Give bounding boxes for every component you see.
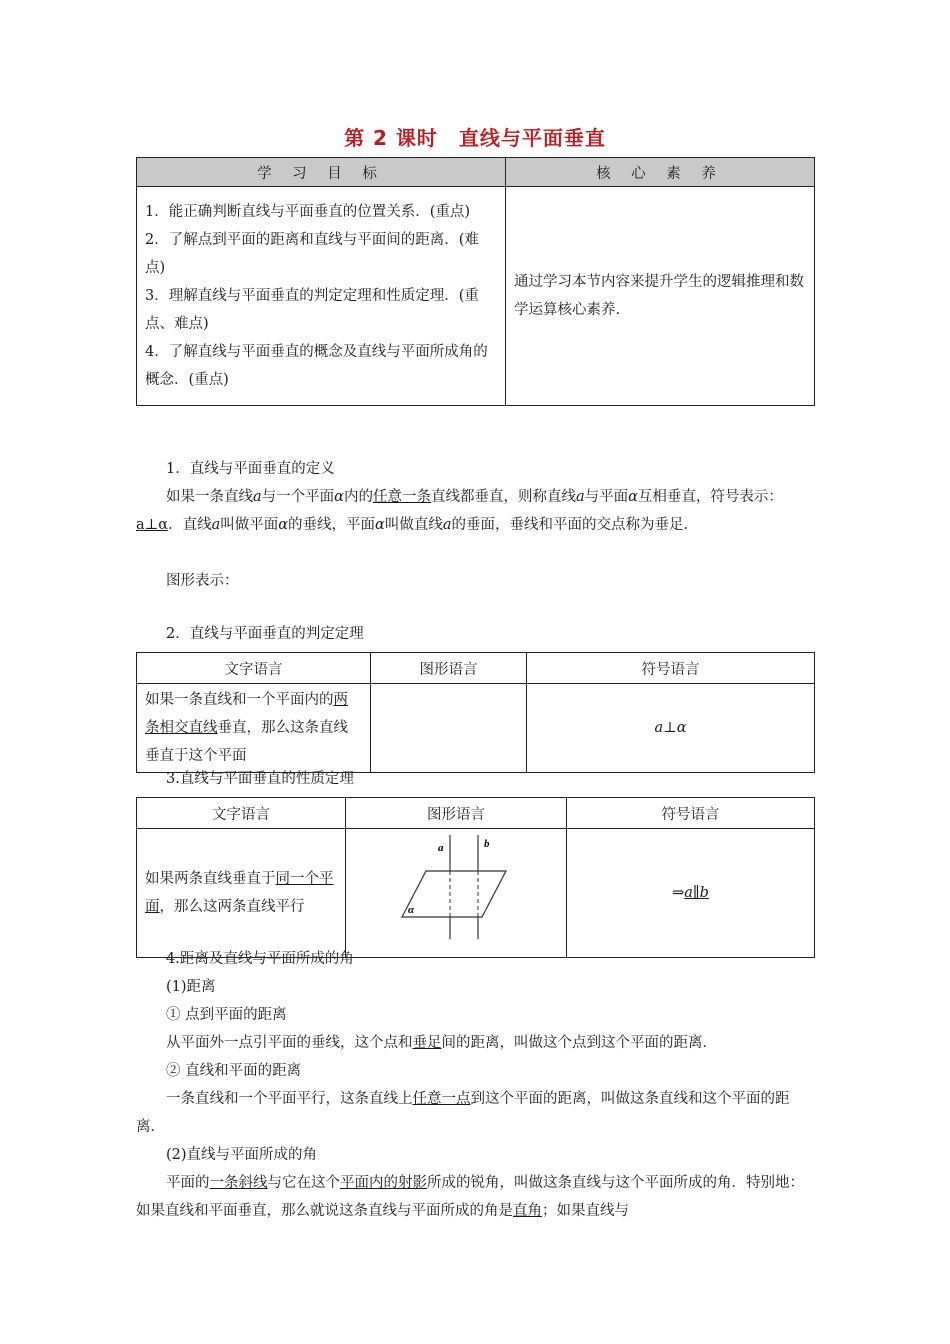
label-b: b [484, 838, 490, 850]
line-plane-distance: 一条直线和一个平面平行，这条直线上任意一点到这个平面的距离，叫做这条直线和这个平面的距离． [136, 1091, 790, 1135]
col-text: 文字语言 [137, 653, 371, 684]
section4-heading: 4.距离及直线与平面所成的角 [166, 951, 354, 967]
text-cell: 如果一条直线和一个平面内的两条相交直线垂直，那么这条直线垂直于这个平面 [137, 684, 371, 773]
label-alpha: α [408, 904, 415, 916]
goals-table [136, 157, 815, 406]
literacy-header: 核 心 素 养 [506, 158, 815, 187]
judgment-theorem-table [136, 652, 815, 773]
section3-heading: 3.直线与平面垂直的性质定理 [166, 771, 354, 787]
goals-header: 学 习 目 标 [137, 158, 506, 187]
text-cell: 如果两条直线垂直于同一个平面，那么这两条直线平行 [137, 829, 346, 958]
page-title: 第 2 课时 直线与平面垂直 [344, 126, 606, 150]
angle-definition: 平面的一条斜线与它在这个平面内的射影所成的锐角，叫做这条直线与这个平面所成的角．特别地：如果直线和平面垂直，那么就说这条直线与平面所成的角是直角；如果直线与 [136, 1175, 804, 1219]
section1-definition: 如果一条直线a与一个平面α内的任意一条直线都垂直，则称直线a与平面α互相垂直，符号表示：a⊥α．直线a叫做平面α的垂线，平面α叫做直线a的垂面，垂线和平面的交点称为垂足． [136, 489, 783, 533]
goal-item: 3．理解直线与平面垂直的判定定理和性质定理．(重点、难点) [145, 288, 479, 332]
col-figure: 图形语言 [371, 653, 527, 684]
section4-sub1: (1)距离 [166, 979, 216, 995]
label-a: a [438, 842, 444, 854]
section1-heading: 1．直线与平面垂直的定义 [166, 461, 335, 477]
figure-cell [346, 829, 567, 958]
figure-cell [371, 684, 527, 773]
parallel-lines-figure [346, 829, 566, 947]
literacy-cell: 通过学习本节内容来提升学生的逻辑推理和数学运算核心素养. [506, 187, 815, 406]
symbol-cell: ⇒a∥b [567, 829, 815, 958]
section2-heading: 2．直线与平面垂直的判定定理 [166, 626, 364, 642]
section4-sub2: (2)直线与平面所成的角 [166, 1147, 318, 1163]
symbol-cell: a⊥α [527, 684, 815, 773]
section4-sub1b: ② 直线和平面的距离 [166, 1063, 302, 1079]
point-plane-distance: 从平面外一点引平面的垂线，这个点和垂足间的距离，叫做这个点到这个平面的距离． [166, 1035, 717, 1051]
goal-item: 2．了解点到平面的距离和直线与平面间的距离．(难点) [145, 232, 479, 276]
col-text: 文字语言 [137, 798, 346, 829]
col-symbol: 符号语言 [527, 653, 815, 684]
goal-item: 1．能正确判断直线与平面垂直的位置关系．(重点) [145, 204, 471, 220]
goal-item: 4．了解直线与平面垂直的概念及直线与平面所成角的概念．(重点) [145, 344, 488, 388]
plane-alpha [402, 871, 506, 917]
section4-sub1a: ① 点到平面的距离 [166, 1007, 287, 1023]
goals-cell [137, 187, 506, 406]
col-figure: 图形语言 [346, 798, 567, 829]
property-theorem-table [136, 797, 815, 958]
col-symbol: 符号语言 [567, 798, 815, 829]
section1-figure-label: 图形表示： [166, 573, 239, 589]
